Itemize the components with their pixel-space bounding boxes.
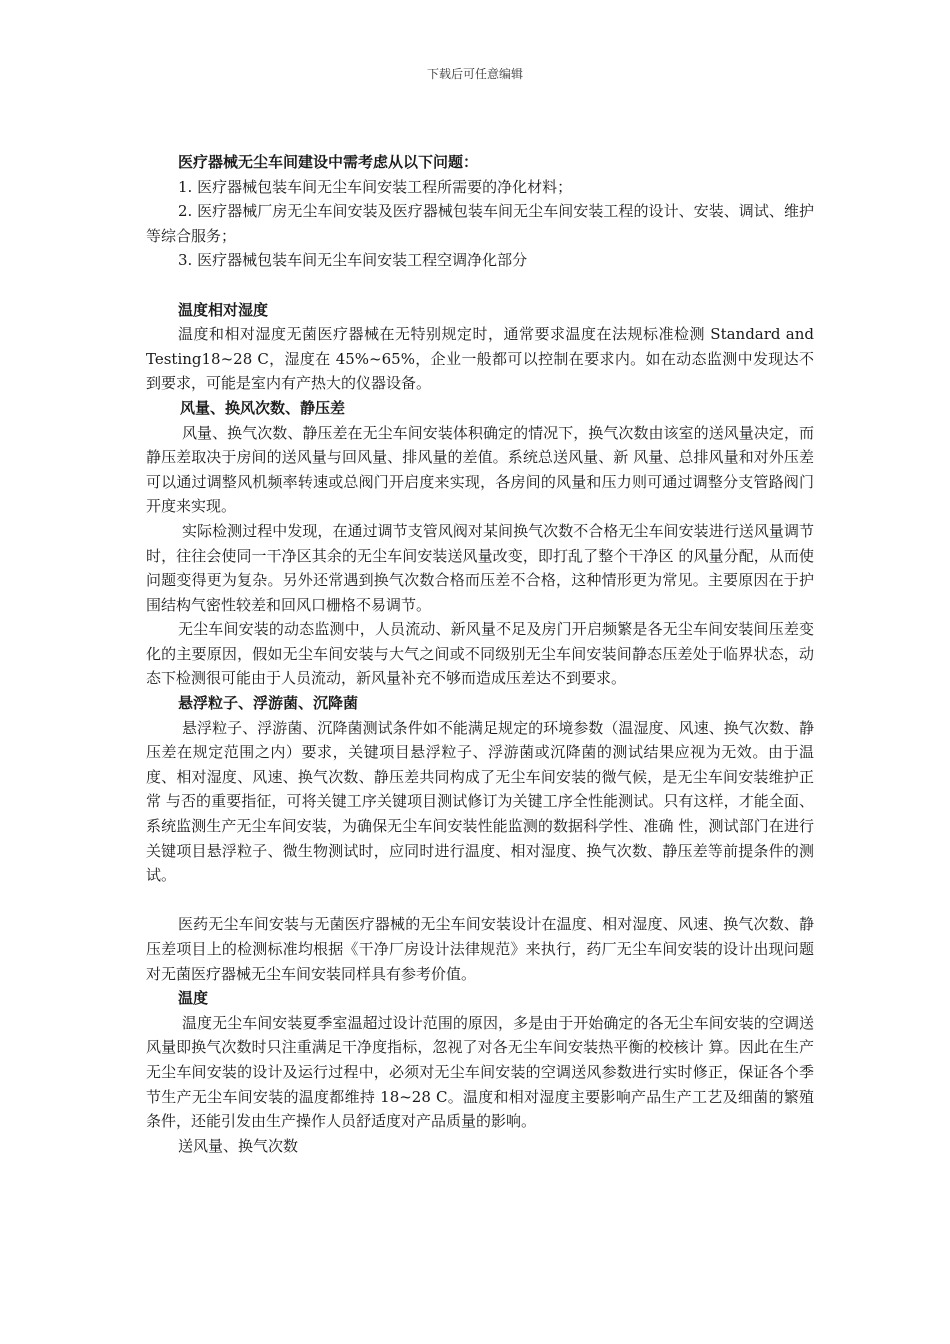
- paragraph: 悬浮粒子、浮游菌、沉降菌测试条件如不能满足规定的环境参数（温湿度、风速、换气次数、静压差在规定范围之内）要求，关键项目悬浮粒子、浮游菌或沉降菌的测试结果应视为无效。由于温度、相对湿度、风速、换气次数、静压差共同构成了无尘车间安装的微气候，是无尘车间安装维护正常 与否的重要指征，可将关键工序关键项目测试修订为关键工序全性能测试。只有这样，才能全面、系统监测生产无尘车间安装，为确保无尘车间安装性能监测的数据科学性、准确 性，测试部门在进行关键项目悬浮粒子、微生物测试时，应同时进行温度、相对湿度、换气次数、静压差等前提条件的测试。: [146, 718, 814, 885]
- spacer: [146, 888, 814, 913]
- section-heading-air-supply: 送风量、换气次数: [178, 1136, 299, 1155]
- paragraph: 实际检测过程中发现，在通过调节支管风阀对某间换气次数不合格无尘车间安装进行送风量调节时，往往会使同一干净区其余的无尘车间安装送风量改变，即打乱了整个干净区 的风量分配，从而使问题变得更为复杂。另外还常遇到换气次数合格而压差不合格，这种情形更为常见。主要原因在于护围结构气密性较差和回风口栅格不易调节。: [146, 521, 814, 614]
- page-header: 下载后可任意编辑: [426, 67, 523, 81]
- section-heading-airflow: 风量、换风次数、静压差: [180, 398, 346, 417]
- intro-item-2: 2. 医疗器械厂房无尘车间安装及医疗器械包装车间无尘车间安装工程的设计、安装、调试、维护等综合服务；: [146, 202, 814, 245]
- paragraph: 温度无尘车间安装夏季室温超过设计范围的原因，多是由于开始确定的各无尘车间安装的空调送风量即换气次数时只注重满足干净度指标，忽视了对各无尘车间安装热平衡的校核计 算。因此在生产无尘车间安装的设计及运行过程中，必须对无尘车间安装的空调送风参数进行实时修正，保证各个季节生产无尘车间安装的温度都维持 18~28 C。温度和相对湿度主要影响产品生产工艺及细菌的繁殖条件，还能引发由生产操作人员舒适度对产品质量的影响。: [146, 1013, 814, 1131]
- paragraph: 温度和相对湿度无菌医疗器械在无特别规定时，通常要求温度在法规标准检测 Standard and Testing18~28 C，湿度在 45%~65%，企业一般都可以控制在要求内。如在动态监测中发现达不到要求，可能是室内有产热大的仪器设备。: [146, 325, 814, 393]
- intro-item-1: 1. 医疗器械包装车间无尘车间安装工程所需要的净化材料；: [178, 177, 573, 196]
- intro-item-3: 3. 医疗器械包装车间无尘车间安装工程空调净化部分: [178, 251, 528, 270]
- section-heading-temperature-humidity: 温度相对湿度: [178, 300, 269, 319]
- paragraph: 无尘车间安装的动态监测中，人员流动、新风量不足及房门开启频繁是各无尘车间安装间压差变化的主要原因，假如无尘车间安装与大气之间或不同级别无尘车间安装间静态压差处于临界状态，动态下检测很可能由于人员流动，新风量补充不够而造成压差达不到要求。: [146, 620, 814, 688]
- paragraph: 风量、换气次数、静压差在无尘车间安装体积确定的情况下，换气次数由该室的送风量决定，而静压差取决于房间的送风量与回风量、排风量的差值。系统总送风量、新 风量、总排风量和对外压差可以通过调整风机频率转速或总阀门开启度来实现，各房间的风量和压力则可通过调整分支管路阀门开度来实现。: [146, 423, 814, 516]
- spacer: [146, 273, 814, 298]
- paragraph: 医药无尘车间安装与无菌医疗器械的无尘车间安装设计在温度、相对湿度、风速、换气次数、静压差项目上的检测标准均根据《干净厂房设计法律规范》来执行，药厂无尘车间安装的设计出现问题对无菌医疗器械无尘车间安装同样具有参考价值。: [146, 915, 814, 983]
- section-heading-temperature: 温度: [178, 989, 209, 1008]
- intro-title: 医疗器械无尘车间建设中需考虑从以下问题：: [178, 153, 479, 171]
- document-body: [146, 150, 814, 1158]
- section-heading-particles: 悬浮粒子、浮游菌、沉降菌: [178, 694, 359, 713]
